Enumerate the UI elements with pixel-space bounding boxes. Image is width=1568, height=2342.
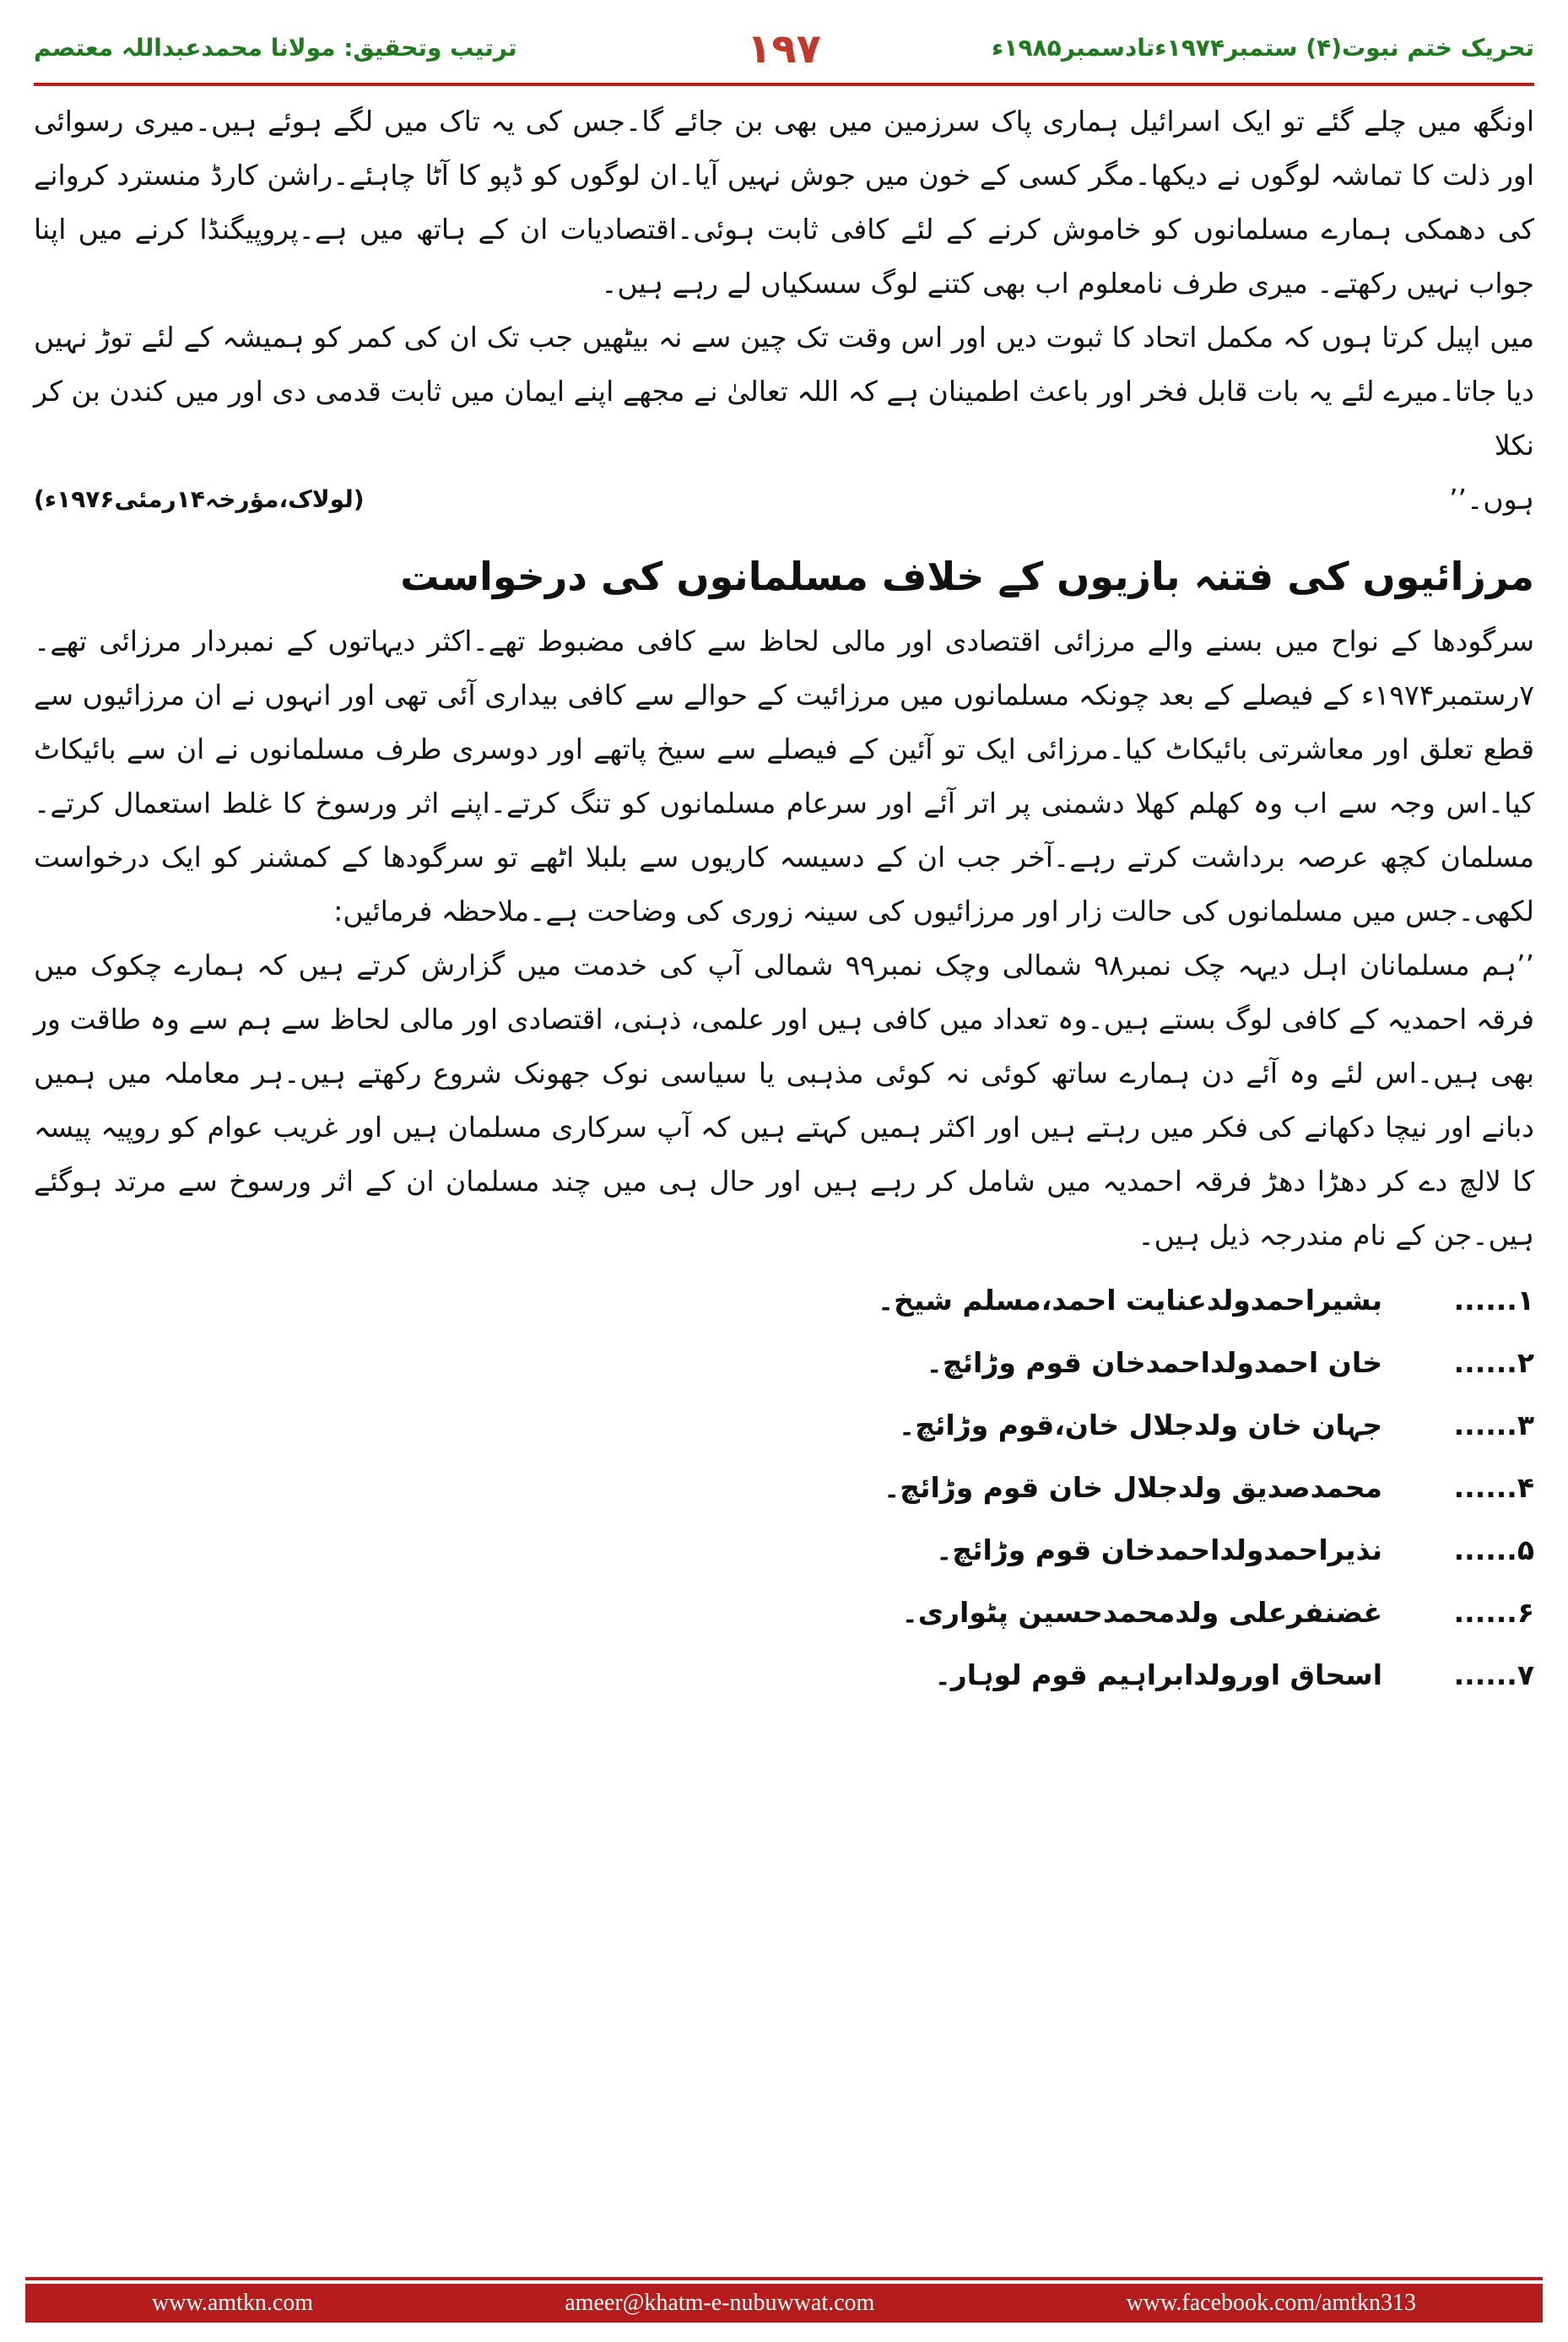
page-number: ۱۹۷	[747, 25, 821, 73]
list-item	[34, 1582, 1534, 1644]
paragraph-1: اونگھ میں چلے گئے تو ایک اسرائیل ہماری پاک سرزمین میں بھی بن جائے گا۔جس کی یہ تاک میں لگے ہوئے ہیں۔میری رسوائی اور ذلت کا تماشہ لوگوں نے دیکھا۔مگر کسی کے خون میں جوش نہیں آیا۔ان لوگوں کو ڈپو کا آٹا چاہئے۔راشن کارڈ منسترد کروانے کی دھمکی ہمارے مسلمانوں کو خاموش کرنے کے لئے کافی ثابت ہوئی۔اقتصادیات ان کے ہاتھ میں ہے۔پروپیگنڈا کرنے میں اپنا جواب نہیں رکھتے۔ میری طرف نامعلوم اب بھی کتنے لوگ سسکیاں لے رہے ہیں۔	[34, 105, 1534, 300]
citation: (لولاک،مؤرخہ۱۴رمئی۱۹۷۶ء)	[34, 485, 365, 513]
facebook-link[interactable]: www.facebook.com/amtkn313	[1126, 2290, 1416, 2316]
list-item	[34, 1269, 1534, 1332]
list-item	[34, 1332, 1534, 1394]
paragraph-4: ’’ہم مسلمانان اہل دیہہ چک نمبر۹۸ شمالی وچک نمبر۹۹ شمالی آپ کی خدمت میں گزارش کرتے ہیں کہ ہمارے چکوک میں فرقہ احمدیہ کے کافی لوگ بستے ہیں۔وہ تعداد میں کافی ہیں اور علمی، ذہنی، اقتصادی اور مالی لحاظ سے ہم سے وہ طاقت ور بھی ہیں۔اس لئے وہ آئے دن ہمارے ساتھ کوئی نہ کوئی مذہبی یا سیاسی نوک جھونک شروع رکھتے ہیں۔ہر معاملہ میں ہمیں دبانے اور نیچا دکھانے کی فکر میں رہتے ہیں اور اکثر ہمیں کہتے ہیں کہ آپ سرکاری مسلمان ہیں اور غریب عوام کو روپیہ پیسہ کا لالچ دے کر دھڑا دھڑ فرقہ احمدیہ میں شامل کر رہے ہیں اور حال ہی میں چند مسلمان ان کے اثر ورسوخ سے مرتد ہوگئے ہیں۔جن کے نام مندرجہ ذیل ہیں۔	[34, 949, 1534, 1252]
list-text: غضنفرعلی ولدمحمدحسین پٹواری۔	[901, 1596, 1382, 1629]
list-number: ۱......	[1453, 1284, 1534, 1317]
header-divider	[34, 83, 1534, 86]
list-text: نذیراحمدولداحمدخان قوم وڑائچ۔	[935, 1533, 1382, 1566]
author-credit: ترتیب وتحقیق: مولانا محمدعبداللہ معتصم	[34, 34, 517, 62]
footer-divider	[25, 2277, 1543, 2280]
book-title: تحریک ختم نبوت(۴) ستمبر۱۹۷۴ءتادسمبر۱۹۸۵ء	[992, 34, 1534, 62]
list-number: ۳......	[1453, 1409, 1534, 1441]
website-link[interactable]: www.amtkn.com	[152, 2290, 314, 2316]
paragraph-3: سرگودھا کے نواح میں بسنے والے مرزائی اقتصادی اور مالی لحاظ سے کافی مضبوط تھے۔اکثر دیہاتوں کے نمبردار مرزائی تھے۔ ۷رستمبر۱۹۷۴ء کے فیصلے کے بعد چونکہ مسلمانوں میں مرزائیت کے حوالے سے کافی بیداری آئی تھی اور انہوں نے ان مرزائیوں سے قطع تعلق اور معاشرتی بائیکاٹ کیا۔مرزائی ایک تو آئین کے فیصلے سے سیخ پاتھے اور دوسری طرف مسلمانوں نے ان سے بائیکاٹ کیا۔اس وجہ سے اب وہ کھلم کھلا دشمنی پر اتر آئے اور سرعام مسلمانوں کو تنگ کرتے۔اپنے اثر ورسوخ کا غلط استعمال کرتے۔مسلمان کچھ عرصہ برداشت کرتے رہے۔آخر جب ان کے دسیسہ کاریوں سے بلبلا اٹھے تو سرگودھا کے کمشنر کو ایک درخواست لکھی۔جس میں مسلمانوں کی حالت زار اور مرزائیوں کی سینہ زوری کی وضاحت ہے۔ملاحظہ فرمائیں:	[34, 625, 1534, 928]
list-item	[34, 1519, 1534, 1582]
list-number: ۴......	[1453, 1471, 1534, 1504]
list-item	[34, 1394, 1534, 1457]
list-item	[34, 1644, 1534, 1706]
page-footer	[25, 2284, 1543, 2323]
list-number: ۷......	[1453, 1658, 1534, 1691]
citation-line	[34, 473, 1534, 527]
list-number: ۲......	[1453, 1346, 1534, 1379]
list-text: بشیراحمدولدعنایت احمد،مسلم شیخ۔	[877, 1284, 1382, 1317]
page-content	[34, 95, 1534, 1706]
list-text: محمدصدیق ولدجلال خان قوم وڑائچ۔	[883, 1471, 1382, 1504]
list-number: ۵......	[1453, 1533, 1534, 1566]
list-number: ۶......	[1453, 1596, 1534, 1629]
section-heading: مرزائیوں کی فتنہ بازیوں کے خلاف مسلمانوں کی درخواست	[400, 554, 1534, 599]
paragraph-2-end: ہوں۔’’	[1449, 483, 1534, 516]
email-link[interactable]: ameer@khatm-e-nubuwwat.com	[565, 2290, 875, 2316]
names-list	[34, 1269, 1534, 1706]
list-text: اسحاق اورولدابراہیم قوم لوہار۔	[934, 1658, 1382, 1691]
paragraph-2: میں اپیل کرتا ہوں کہ مکمل اتحاد کا ثبوت دیں اور اس وقت تک چین سے نہ بیٹھیں جب تک ان کی کمر کو ہمیشہ کے لئے توڑ نہیں دیا جاتا۔میرے لئے یہ بات قابل فخر اور باعث اطمینان ہے کہ اللہ تعالیٰ نے مجھے اپنے ایمان میں ثابت قدمی دی اور میں کندن بن کر نکلا	[34, 321, 1534, 462]
list-item	[34, 1457, 1534, 1519]
list-text: خان احمدولداحمدخان قوم وڑائچ۔	[926, 1346, 1382, 1379]
list-text: جہان خان ولدجلال خان،قوم وڑائچ۔	[898, 1409, 1382, 1441]
page-header	[34, 25, 1534, 76]
